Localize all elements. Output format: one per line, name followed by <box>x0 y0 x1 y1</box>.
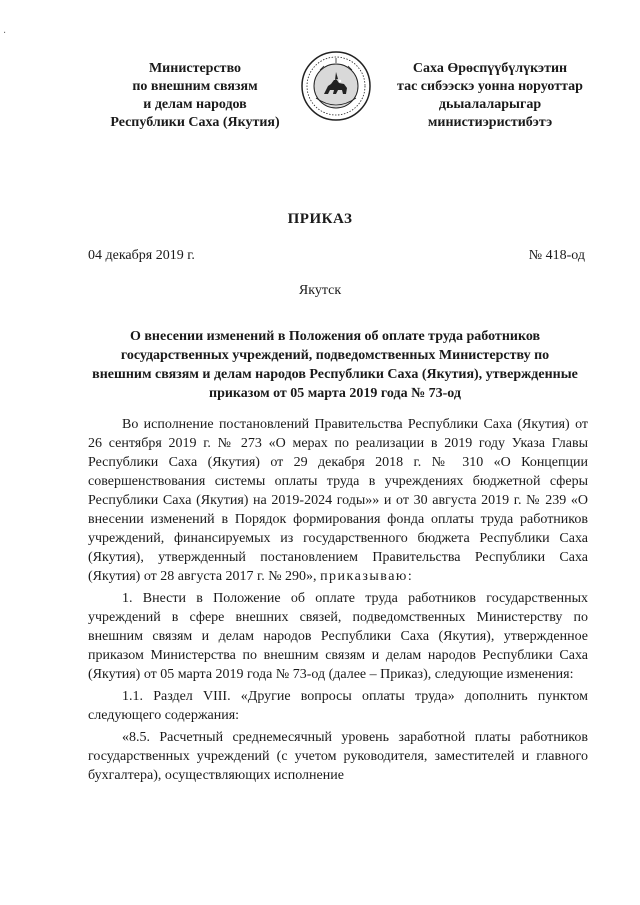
ministry-line: Министерство <box>148 61 242 76</box>
document-title: ПРИКАЗ <box>287 211 353 227</box>
body-paragraph: «8.5. Расчетный среднемесячный уровень заработной платы работников государственных учреждений (с учетом руководителя, заместителей и главного бухгалтера), осуществляющих исполнение <box>88 730 588 783</box>
body-paragraph <box>88 415 588 586</box>
document-subject: О внесении изменений в Положения об оплате труда работников государственных учреждений, подведомственных Министерству по внешним связям и делам народов Республики Саха (Якутия), утвержденные приказом от 05 марта 2019 года № 73-од <box>92 329 578 401</box>
ministry-line: Республики Саха (Якутия) <box>110 115 280 130</box>
ministry-line: Саха Өрөспүүбүлүкэтин <box>412 61 568 76</box>
body-paragraph: 1. Внести в Положение об оплате труда работников государственных учреждений в сфере внешних связей, подведомственных Министерству по внешним связям и делам народов Республики Саха (Якутия), утвержденное приказом Министерства по внешним связям и делам народов Республики Саха (Якутия) от 05 марта 2019 года № 73-од (далее – Приказ), следующие изменения: <box>88 591 588 682</box>
coat-of-arms-emblem <box>300 50 372 122</box>
ministry-line: дьыалаларыгар <box>438 97 542 112</box>
margin-mark: · <box>3 28 7 39</box>
ministry-line: министиэристибэтэ <box>427 115 553 130</box>
order-word: приказываю: <box>320 569 414 584</box>
ministry-name-sakha <box>365 60 615 132</box>
ministry-name-russian <box>80 60 310 132</box>
body-paragraph: 1.1. Раздел VIII. «Другие вопросы оплаты труда» дополнить пунктом следующего содержания: <box>88 689 588 723</box>
paragraph-text: Во исполнение постановлений Правительства Республики Саха (Якутия) от 26 сентября 2019 г. № 273 «О мерах по реализации в 2019 году Указа Главы Республики Саха (Якутия) от 29 декабря 2018 г. № 310 «О Концепции совершенствования системы оплаты труда в учреждениях бюджетной сферы Республики Саха (Якутия) на 2019-2024 годы»» и от 30 августа 2019 г. № 239 «О внесении изменений в Порядок формирования фонда оплаты труда работников учреждений, финансируемых из государственного бюджета Республики Саха (Якутия), утвержденный постановлением Правительства Республики Саха (Якутия) от 28 августа 2017 г. № 290», <box>88 417 588 584</box>
document-city: Якутск <box>298 283 342 298</box>
document-body <box>88 415 588 788</box>
document-date: 04 декабря 2019 г. <box>88 248 195 263</box>
document-number: № 418-од <box>528 248 585 263</box>
ministry-line: по внешним связям <box>132 79 258 94</box>
ministry-line: тас сибээскэ уонна норуоттар <box>397 79 583 94</box>
ministry-line: и делам народов <box>143 97 247 112</box>
